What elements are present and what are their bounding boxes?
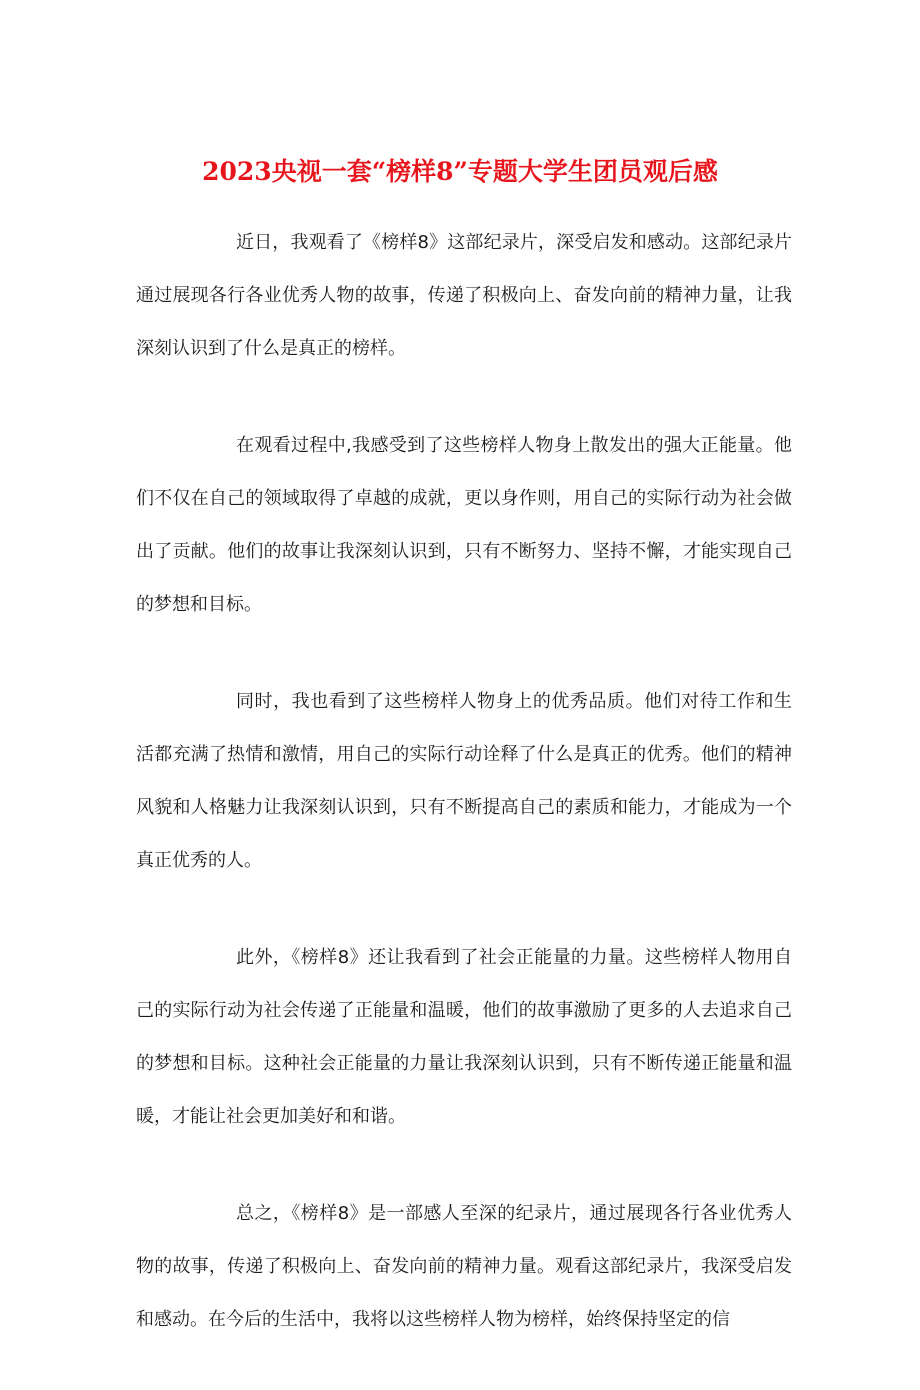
paragraph-4: 此外，《榜样8》还让我看到了社会正能量的力量。这些榜样人物用自己的实际行动为社会传递了正能量和温暖，他们的故事激励了更多的人去追求自己的梦想和目标。这种社会正能量的力量让我深刻认识到，只有不断传递正能量和温暖，才能让社会更加美好和和谐。 <box>136 947 792 1127</box>
document-title: 2023央视一套“榜样8”专题大学生团员观后感 <box>202 157 718 186</box>
document-body <box>136 216 792 1390</box>
paragraph-3: 同时，我也看到了这些榜样人物身上的优秀品质。他们对待工作和生活都充满了热情和激情，用自己的实际行动诠释了什么是真正的优秀。他们的精神风貌和人格魅力让我深刻认识到，只有不断提高自己的素质和能力，才能成为一个真正优秀的人。 <box>136 691 792 871</box>
paragraph-5: 总之，《榜样8》是一部感人至深的纪录片，通过展现各行各业优秀人物的故事，传递了积极向上、奋发向前的精神力量。观看这部纪录片，我深受启发和感动。在今后的生活中，我将以这些榜样人物为榜样，始终保持坚定的信 <box>136 1203 792 1330</box>
paragraph-1: 近日，我观看了《榜样8》这部纪录片，深受启发和感动。这部纪录片通过展现各行各业优秀人物的故事，传递了积极向上、奋发向前的精神力量，让我深刻认识到了什么是真正的榜样。 <box>136 232 792 359</box>
paragraph-2: 在观看过程中,我感受到了这些榜样人物身上散发出的强大正能量。他们不仅在自己的领域取得了卓越的成就，更以身作则，用自己的实际行动为社会做出了贡献。他们的故事让我深刻认识到，只有不断努力、坚持不懈，才能实现自己的梦想和目标。 <box>136 435 792 615</box>
